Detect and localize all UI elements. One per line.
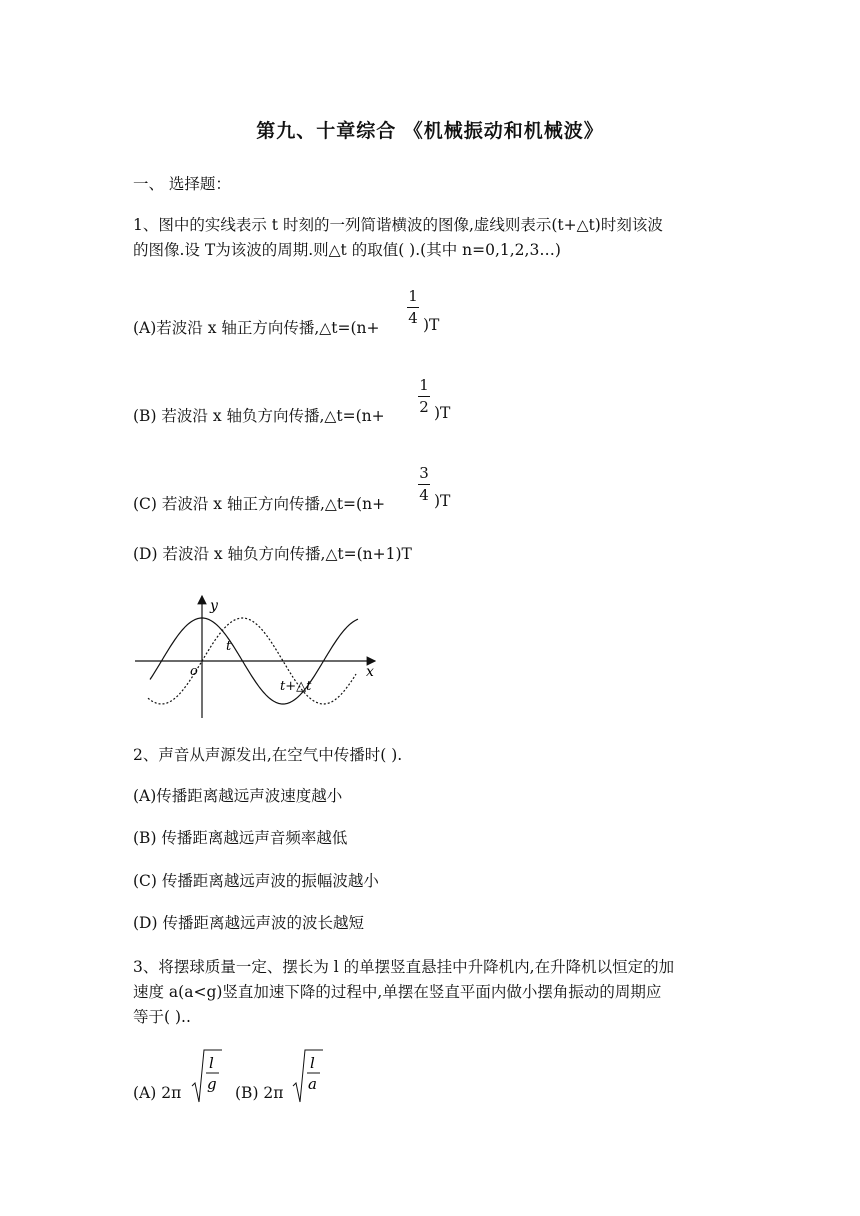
q2-stem: 2、声音从声源发出,在空气中传播时( ). (133, 746, 403, 764)
q1-option-c-fracline (418, 484, 430, 485)
q1-option-d: (D) 若波沿 x 轴负方向传播,△t=(n+1)T (133, 545, 412, 563)
q3-option-b-den: a (308, 1075, 317, 1093)
q1-option-b-den: 2 (419, 398, 429, 416)
q1-option-a-num: 1 (408, 287, 418, 305)
q2-option-b: (B) 传播距离越远声音频率越低 (133, 829, 348, 847)
q1-stem-line2: 的图像.设 T为该波的周期.则△t 的取值( ).(其中 n=0,1,2,3…) (133, 241, 561, 259)
q1-option-b-text: (B) 若波沿 x 轴负方向传播,△t=(n+ (133, 407, 385, 425)
label-t: t (226, 639, 232, 654)
q1-stem-line1: 1、图中的实线表示 t 时刻的一列简谐横波的图像,虚线则表示(t+△t)时刻该波 (133, 216, 663, 234)
wave-diagram (130, 590, 390, 720)
page-title: 第九、十章综合 《机械振动和机械波》 (256, 120, 604, 142)
q3-option-b-num: l (310, 1054, 315, 1072)
q1-option-c-num: 3 (419, 464, 429, 482)
origin-label: o (190, 664, 198, 679)
q3-option-a-label: (A) 2π (133, 1084, 182, 1102)
q3-option-a-den: g (207, 1075, 217, 1093)
q1-option-b-fracline (418, 396, 430, 397)
x-axis-label: x (366, 664, 374, 680)
q3-option-a-sqrt (191, 1046, 223, 1106)
q1-option-a-fracline (407, 307, 419, 308)
q1-option-c-tail: )T (434, 492, 451, 510)
q3-option-a-num: l (209, 1054, 214, 1072)
q3-option-b-label: (B) 2π (235, 1084, 284, 1102)
q1-option-c-den: 4 (419, 486, 429, 504)
q2-option-a: (A)传播距离越远声波速度越小 (133, 787, 343, 805)
q3-option-b-sqrt (292, 1046, 324, 1106)
q1-option-a-text: (A)若波沿 x 轴正方向传播,△t=(n+ (133, 319, 380, 337)
q1-option-a-tail: )T (423, 316, 440, 334)
section-heading: 一、 选择题： (133, 175, 231, 193)
q2-option-c: (C) 传播距离越远声波的振幅波越小 (133, 872, 379, 890)
q3-stem-line1: 3、将摆球质量一定、摆长为 l 的单摆竖直悬挂中升降机内,在升降机以恒定的加 (133, 958, 675, 976)
q3-stem-line3: 等于( ).. (133, 1008, 191, 1026)
y-axis-label: y (210, 598, 218, 614)
q1-option-b-tail: )T (434, 404, 451, 422)
q3-stem-line2: 速度 a(a<g)竖直加速下降的过程中,单摆在竖直平面内做小摆角振动的周期应 (133, 983, 662, 1001)
label-t-plus-dt: t+△t (280, 679, 312, 694)
q1-option-b-num: 1 (419, 376, 429, 394)
q1-option-c-text: (C) 若波沿 x 轴正方向传播,△t=(n+ (133, 495, 386, 513)
q2-option-d: (D) 传播距离越远声波的波长越短 (133, 914, 364, 932)
q1-option-a-den: 4 (408, 309, 418, 327)
